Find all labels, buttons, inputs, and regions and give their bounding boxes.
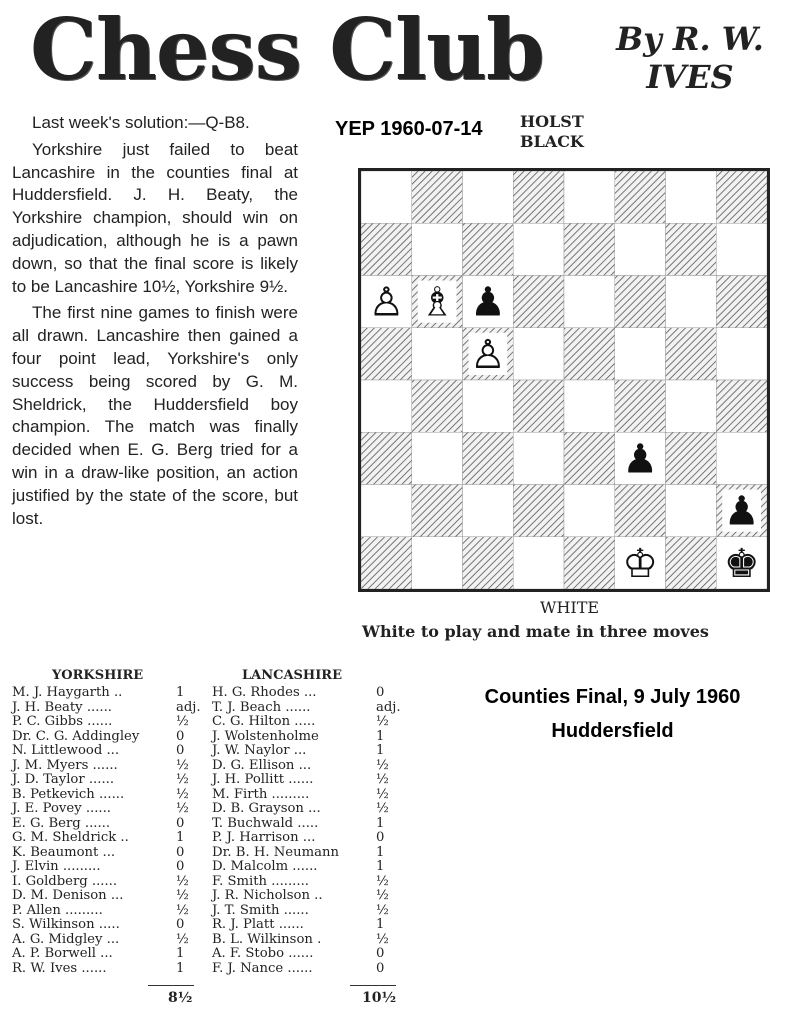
lancashire-result-row [212, 715, 412, 730]
player-name: P. Allen ......... [12, 902, 103, 918]
match-info [455, 680, 770, 748]
player-score: 0 [376, 685, 385, 700]
lancashire-result-row [212, 788, 412, 803]
lancashire-result-row [212, 846, 412, 861]
player-score: 0 [176, 728, 185, 744]
yorkshire-result-row [12, 701, 212, 716]
player-score: ½ [376, 888, 389, 903]
byline-line1: By R. W. [616, 20, 764, 58]
lancashire-result-row [212, 947, 412, 962]
lancashire-result-row [212, 701, 412, 716]
black-pawn-icon: ♟ [723, 488, 760, 535]
player-name: J. E. Povey ...... [12, 801, 111, 816]
chess-board [361, 171, 767, 589]
lancashire-result-row [212, 933, 412, 948]
byline [600, 20, 780, 96]
player-name: S. Wilkinson ..... [12, 917, 120, 932]
player-name: F. Smith ......... [212, 873, 309, 889]
board-square [615, 223, 666, 275]
player-score: ½ [176, 873, 189, 889]
player-name: A. G. Midgley ... [12, 931, 120, 947]
player-score: 0 [176, 743, 185, 758]
article-paragraph: The first nine games to finish were all drawn. Lancashire then gained a four point lead, Yorkshire's only success being scored by G. M. Sheldrick, the Huddersfield boy champion. The match was finally decided when E. G. Berg tried for a win in a draw-like position, an action justified by the state of the score, but lost. [12, 303, 298, 528]
masthead-title: Chess Club [30, 0, 544, 99]
player-score: adj. [376, 699, 401, 715]
board-square [412, 485, 463, 537]
player-name: J. W. Naylor ... [212, 743, 307, 758]
yorkshire-total-rule [148, 985, 194, 986]
lancashire-result-row [212, 875, 412, 890]
player-score: 1 [376, 859, 385, 874]
player-name: J. Elvin ......... [12, 859, 101, 874]
board-square [564, 380, 615, 432]
yorkshire-result-row [12, 831, 212, 846]
player-score: ½ [376, 757, 389, 773]
lancashire-total-rule [350, 985, 396, 986]
player-score: 0 [376, 960, 385, 976]
player-score: ½ [376, 786, 389, 802]
player-name: Dr. B. H. Neumann [212, 844, 339, 860]
player-name: J. H. Pollitt ...... [212, 772, 314, 787]
board-square [615, 276, 666, 328]
player-score: ½ [176, 714, 189, 729]
player-name: P. J. Harrison ... [212, 830, 316, 845]
player-name: J. M. Myers ...... [12, 757, 118, 773]
board-square [615, 328, 666, 380]
lancashire-result-row [212, 904, 412, 919]
player-name: R. J. Platt ...... [212, 917, 304, 932]
board-square [412, 328, 463, 380]
player-score: ½ [376, 873, 389, 889]
player-score: 0 [176, 859, 185, 874]
board-square [615, 171, 666, 223]
player-name: J. R. Nicholson .. [212, 888, 323, 903]
board-square [463, 380, 514, 432]
white-bishop-icon: ♗ [419, 279, 456, 326]
chess-diagram [358, 168, 770, 592]
player-score: 0 [376, 946, 385, 961]
board-square [361, 432, 412, 484]
board-square [412, 432, 463, 484]
lancashire-result-row [212, 759, 412, 774]
yorkshire-results [12, 686, 212, 976]
player-score: ½ [176, 786, 189, 802]
date-stamp: YEP 1960-07-14 [335, 118, 483, 140]
board-square [463, 432, 514, 484]
lancashire-heading: LANCASHIRE [242, 668, 343, 683]
player-name: R. W. Ives ...... [12, 960, 107, 976]
board-square [412, 223, 463, 275]
board-square [513, 485, 564, 537]
player-score: 0 [376, 830, 385, 845]
yorkshire-result-row [12, 686, 212, 701]
white-side-label: WHITE [540, 598, 600, 617]
black-player-name: HOLST [520, 112, 584, 131]
black-player-label [520, 112, 630, 152]
yorkshire-result-row [12, 875, 212, 890]
player-score: 1 [376, 844, 385, 860]
board-square [615, 485, 666, 537]
byline-line2: IVES [646, 58, 734, 96]
board-square [361, 223, 412, 275]
board-square [564, 223, 615, 275]
white-pawn-icon: ♙ [469, 331, 506, 378]
board-square [666, 380, 717, 432]
player-score: 1 [376, 743, 385, 758]
article-paragraph: Yorkshire just failed to beat Lancashire in the counties final at Huddersfield. J. H. Beaty, the Yorkshire champion, should win on adjudication, although he is a pawn down, so that the final score is likely to be Lancashire 10½, Yorkshire 9½. [12, 139, 298, 296]
board-square [564, 171, 615, 223]
article-paragraph: Last week's solution:—Q-B8. [32, 113, 250, 132]
yorkshire-result-row [12, 860, 212, 875]
player-score: 0 [176, 844, 185, 860]
player-name: J. Wolstenholme [212, 728, 319, 744]
board-square [666, 485, 717, 537]
player-score: ½ [376, 902, 389, 918]
player-score: ½ [176, 801, 189, 816]
black-pawn-icon: ♟ [469, 279, 506, 326]
lancashire-results [212, 686, 412, 976]
player-name: J. H. Beaty ...... [12, 699, 112, 715]
board-square [564, 485, 615, 537]
article-body [12, 112, 298, 530]
player-name: J. D. Taylor ...... [12, 772, 115, 787]
board-square [564, 432, 615, 484]
board-square [716, 276, 767, 328]
lancashire-result-row [212, 831, 412, 846]
black-side-label: BLACK [520, 132, 584, 151]
player-score: 0 [176, 917, 185, 932]
player-score: adj. [176, 699, 201, 715]
player-name: B. Petkevich ...... [12, 786, 125, 802]
board-square [716, 432, 767, 484]
player-score: ½ [376, 772, 389, 787]
player-name: M. Firth ......... [212, 786, 310, 802]
board-square [716, 171, 767, 223]
board-square [463, 485, 514, 537]
board-square [463, 223, 514, 275]
player-score: ½ [176, 757, 189, 773]
board-square [513, 276, 564, 328]
lancashire-result-row [212, 962, 412, 977]
black-king-icon: ♚ [723, 540, 760, 587]
board-square [361, 171, 412, 223]
board-square [564, 537, 615, 589]
player-score: ½ [376, 931, 389, 947]
board-square [666, 276, 717, 328]
lancashire-result-row [212, 730, 412, 745]
board-square [666, 171, 717, 223]
board-square [615, 380, 666, 432]
black-pawn-icon: ♟ [622, 436, 659, 483]
player-name: D. G. Ellison ... [212, 757, 312, 773]
player-score: 1 [176, 830, 185, 845]
player-name: N. Littlewood ... [12, 743, 120, 758]
lancashire-result-row [212, 889, 412, 904]
player-score: 1 [376, 728, 385, 744]
player-name: G. M. Sheldrick .. [12, 830, 129, 845]
board-square [361, 328, 412, 380]
yorkshire-result-row [12, 802, 212, 817]
board-square [361, 537, 412, 589]
yorkshire-total: 8½ [168, 990, 193, 1006]
yorkshire-result-row [12, 918, 212, 933]
board-square [666, 432, 717, 484]
board-square [463, 171, 514, 223]
player-score: 1 [176, 685, 185, 700]
player-name: A. F. Stobo ...... [212, 946, 314, 961]
player-name: T. J. Beach ...... [212, 699, 311, 715]
board-square [716, 328, 767, 380]
player-score: 1 [176, 960, 185, 976]
board-square [666, 223, 717, 275]
lancashire-result-row [212, 817, 412, 832]
board-square [666, 328, 717, 380]
lancashire-result-row [212, 918, 412, 933]
board-square [463, 537, 514, 589]
lancashire-result-row [212, 860, 412, 875]
yorkshire-result-row [12, 759, 212, 774]
player-name: K. Beaumont ... [12, 844, 116, 860]
board-square [412, 171, 463, 223]
player-score: 0 [176, 815, 185, 831]
lancashire-result-row [212, 686, 412, 701]
yorkshire-result-row [12, 889, 212, 904]
yorkshire-result-row [12, 817, 212, 832]
player-name: A. P. Borwell ... [12, 946, 113, 961]
board-square [513, 380, 564, 432]
board-square [361, 380, 412, 432]
player-score: 1 [376, 917, 385, 932]
player-score: ½ [176, 888, 189, 903]
player-score: ½ [376, 714, 389, 729]
lancashire-result-row [212, 744, 412, 759]
match-venue: Huddersfield [551, 720, 674, 742]
player-name: B. L. Wilkinson . [212, 931, 322, 947]
player-score: ½ [176, 931, 189, 947]
player-name: T. Buchwald ..... [212, 815, 319, 831]
board-square [564, 276, 615, 328]
yorkshire-result-row [12, 846, 212, 861]
problem-caption: White to play and mate in three moves [362, 622, 709, 641]
board-square [513, 223, 564, 275]
yorkshire-heading: YORKSHIRE [52, 668, 144, 683]
board-square [716, 380, 767, 432]
player-name: H. G. Rhodes ... [212, 685, 317, 700]
board-square [513, 432, 564, 484]
white-pawn-icon: ♙ [368, 279, 405, 326]
yorkshire-result-row [12, 788, 212, 803]
yorkshire-result-row [12, 773, 212, 788]
match-title: Counties Final, 9 July 1960 [484, 686, 741, 708]
player-name: D. Malcolm ...... [212, 859, 318, 874]
board-square [513, 537, 564, 589]
lancashire-result-row [212, 802, 412, 817]
board-square [513, 328, 564, 380]
player-score: ½ [176, 772, 189, 787]
board-square [412, 380, 463, 432]
lancashire-total: 10½ [362, 990, 397, 1006]
player-name: D. M. Denison ... [12, 888, 124, 903]
yorkshire-result-row [12, 744, 212, 759]
player-name: M. J. Haygarth .. [12, 685, 123, 700]
board-square [513, 171, 564, 223]
player-score: 1 [376, 815, 385, 831]
yorkshire-result-row [12, 962, 212, 977]
player-name: Dr. C. G. Addingley [12, 728, 140, 744]
player-name: C. G. Hilton ..... [212, 714, 316, 729]
yorkshire-result-row [12, 933, 212, 948]
player-score: 1 [176, 946, 185, 961]
board-square [564, 328, 615, 380]
player-name: D. B. Grayson ... [212, 801, 321, 816]
white-king-icon: ♔ [622, 540, 659, 587]
board-square [361, 485, 412, 537]
player-score: ½ [376, 801, 389, 816]
board-square [716, 223, 767, 275]
yorkshire-result-row [12, 947, 212, 962]
player-name: E. G. Berg ...... [12, 815, 111, 831]
lancashire-result-row [212, 773, 412, 788]
player-name: P. C. Gibbs ...... [12, 714, 113, 729]
player-score: ½ [176, 902, 189, 918]
player-name: F. J. Nance ...... [212, 960, 313, 976]
yorkshire-result-row [12, 715, 212, 730]
board-square [666, 537, 717, 589]
player-name: J. T. Smith ...... [212, 902, 309, 918]
player-name: I. Goldberg ...... [12, 873, 118, 889]
yorkshire-result-row [12, 904, 212, 919]
board-square [412, 537, 463, 589]
yorkshire-result-row [12, 730, 212, 745]
